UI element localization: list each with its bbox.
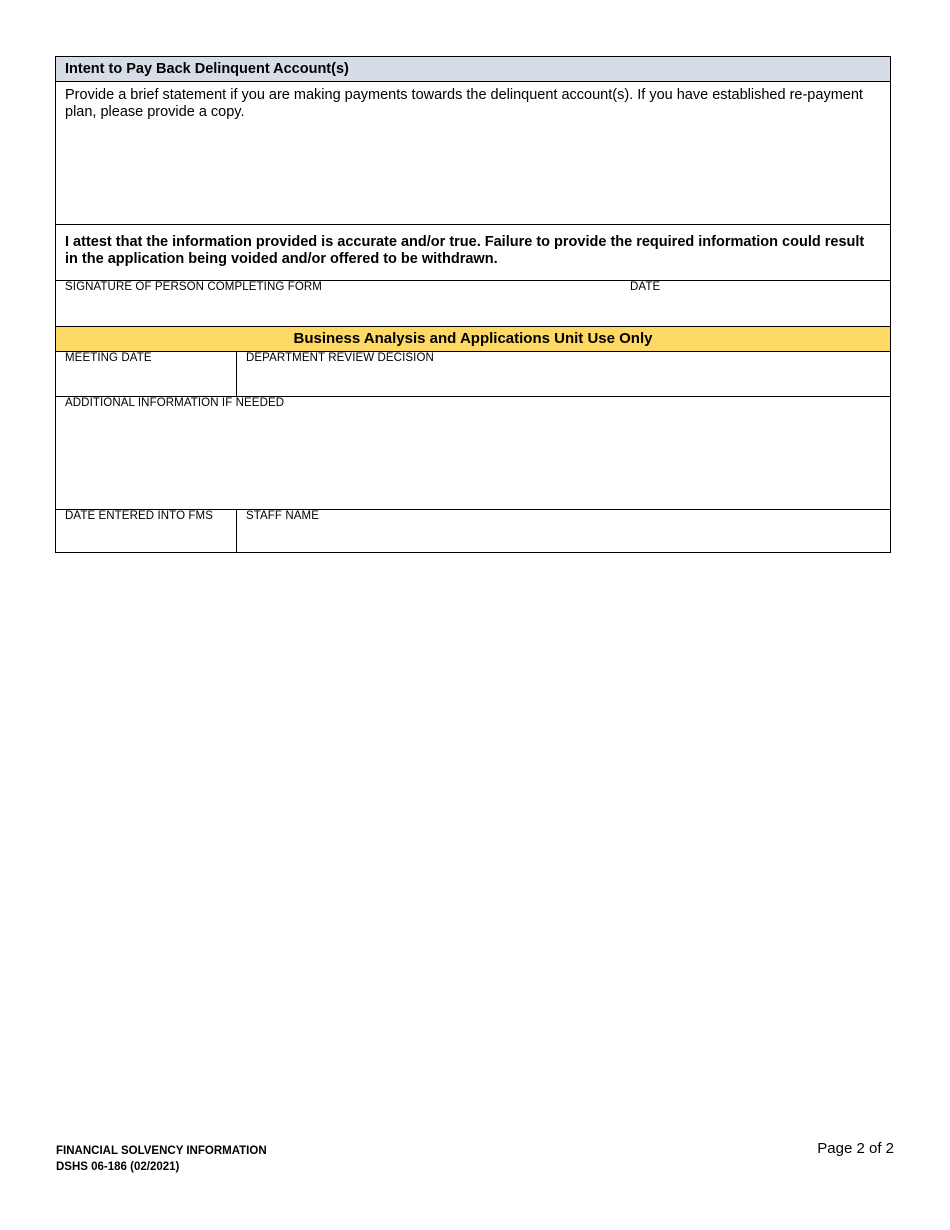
intent-statement-field[interactable] [56,82,890,225]
review-decision-label: DEPARTMENT REVIEW DECISION [246,352,434,364]
review-decision-field[interactable] [237,352,890,396]
form-title: FINANCIAL SOLVENCY INFORMATION [56,1145,267,1157]
signature-field[interactable] [56,281,621,326]
fms-row [56,510,890,552]
staff-name-field[interactable] [237,510,890,552]
attestation-statement: I attest that the information provided is accurate and/or true. Failure to provide the required information could result in the application being voided and/or offered to be withdrawn. [56,225,890,281]
page-number: Page 2 of 2 [817,1140,894,1157]
form-table [55,56,891,553]
intent-section-heading: Intent to Pay Back Delinquent Account(s) [56,57,890,82]
office-use-heading: Business Analysis and Applications Unit Use Only [56,327,890,352]
date-entered-label: DATE ENTERED INTO FMS [65,510,213,522]
signature-date-label: DATE [630,281,661,293]
meeting-date-label: MEETING DATE [65,352,152,364]
signature-row [56,281,890,327]
date-entered-field[interactable] [56,510,237,552]
signature-label: SIGNATURE OF PERSON COMPLETING FORM [65,281,322,293]
intent-instructions: Provide a brief statement if you are making payments towards the delinquent account(s). If you have established re-payment plan, please provide a copy. [65,87,863,120]
meeting-row [56,352,890,397]
form-footer [56,1143,267,1175]
meeting-date-field[interactable] [56,352,237,396]
signature-date-field[interactable] [621,281,890,326]
additional-info-field[interactable] [56,397,890,510]
staff-name-label: STAFF NAME [246,510,319,522]
form-number: DSHS 06-186 (02/2021) [56,1161,180,1173]
additional-info-label: ADDITIONAL INFORMATION IF NEEDED [65,397,285,409]
